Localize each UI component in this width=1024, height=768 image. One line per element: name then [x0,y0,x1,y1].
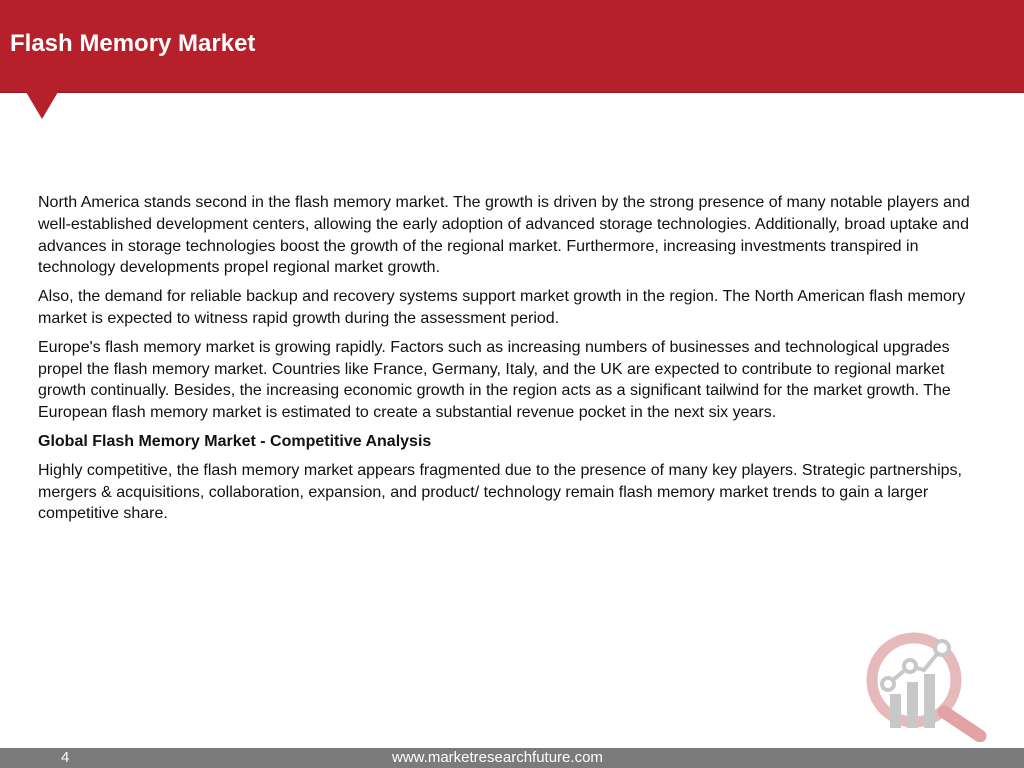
section-heading: Global Flash Memory Market - Competitive Analysis [38,432,432,450]
magnifier-chart-logo-icon [862,630,992,742]
banner-pointer [26,92,58,119]
slide-title: Flash Memory Market [10,30,256,57]
website-url: www.marketresearchfuture.com [392,749,603,766]
paragraph-competitive: Highly competitive, the flash memory market appears fragmented due to the presence of many key players. Strategic partnerships, mergers & acquisitions, collaboration, expansion, and product/ technology remain flash memory market trends to gain a larger competitive share. [38,461,962,523]
title-banner [0,0,1024,93]
paragraph-backup-demand: Also, the demand for reliable backup and recovery systems support market growth in the region. The North American flash memory market is expected to witness rapid growth during the assessment period. [38,288,966,327]
paragraph-europe: Europe's flash memory market is growing rapidly. Factors such as increasing numbers of businesses and technological upgrades propel the flash memory market. Countries like France, Germany, Italy, and the UK are expected to contribute to regional market growth continually. Besides, the increasing economic growth in the region acts as a significant tailwind for the market growth. The European flash memory market is estimated to create a substantial revenue pocket in the next six years. [38,338,951,422]
page-number: 4 [61,749,70,766]
footer-bar [0,748,1024,768]
slide-body [38,192,988,532]
paragraph-north-america: North America stands second in the flash memory market. The growth is driven by the strong presence of many notable players and well-established development centers, allowing the early adoption of advanced storage technologies. Additionally, broad uptake and advances in storage technologies boost the growth of the regional market. Furthermore, increasing investments transpired in technology developments propel regional market growth. [38,194,970,277]
